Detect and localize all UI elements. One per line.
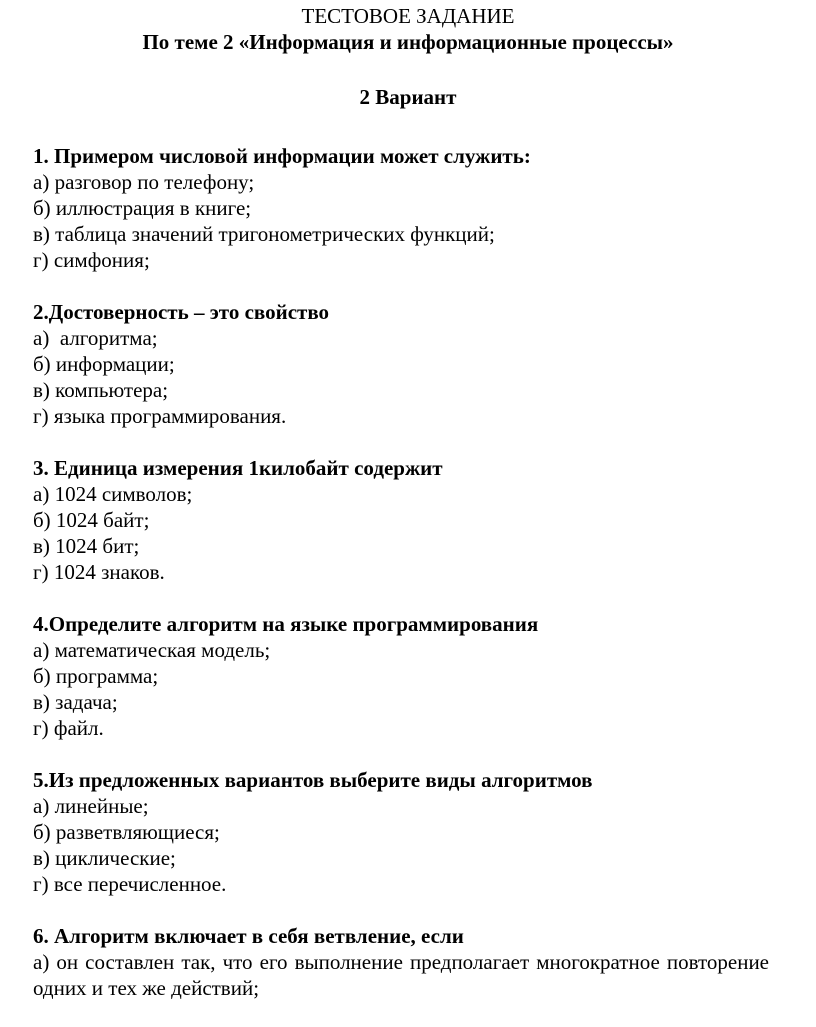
answer-option: г) языка программирования. [33, 404, 287, 428]
question-heading: 1. Примером числовой информации может служить: [33, 144, 531, 168]
answer-option: в) задача; [33, 690, 118, 714]
question-heading: 2.Достоверность – это свойство [33, 300, 330, 324]
answer-option: в) циклические; [33, 846, 176, 870]
question-4 [33, 611, 773, 741]
question-6 [33, 923, 773, 1001]
answer-option: а) он составлен так, что его выполнение предполагает многократное повторение одних и тех же действий; [33, 950, 769, 1000]
answer-option: г) файл. [33, 716, 104, 740]
answer-option: г) 1024 знаков. [33, 560, 165, 584]
variant-label: 2 Вариант [359, 85, 457, 109]
question-3 [33, 455, 773, 585]
question-1 [33, 143, 773, 273]
answer-option: в) таблица значений тригонометрических функций; [33, 222, 495, 246]
answer-option: а) 1024 символов; [33, 482, 193, 506]
answer-option: а) алгоритма; [33, 326, 158, 350]
question-heading: 6. Алгоритм включает в себя ветвление, если [33, 924, 464, 948]
question-list [33, 143, 773, 1027]
question-5 [33, 767, 773, 897]
answer-option: в) компьютера; [33, 378, 169, 402]
question-heading: 4.Определите алгоритм на языке программирования [33, 612, 539, 636]
answer-option: г) симфония; [33, 248, 150, 272]
question-heading: 5.Из предложенных вариантов выберите виды алгоритмов [33, 768, 593, 792]
answer-option: г) все перечисленное. [33, 872, 227, 896]
answer-option: б) иллюстрация в книге; [33, 196, 252, 220]
answer-option: а) математическая модель; [33, 638, 271, 662]
answer-option: а) разговор по телефону; [33, 170, 255, 194]
answer-option: б) программа; [33, 664, 159, 688]
answer-option: б) разветвляющиеся; [33, 820, 220, 844]
document-title: ТЕСТОВОЕ ЗАДАНИЕ [301, 4, 515, 28]
question-2 [33, 299, 773, 429]
answer-option: б) информации; [33, 352, 175, 376]
question-heading: 3. Единица измерения 1килобайт содержит [33, 456, 443, 480]
answer-option: в) 1024 бит; [33, 534, 140, 558]
answer-option: б) 1024 байт; [33, 508, 150, 532]
document-subtitle: По теме 2 «Информация и информационные процессы» [142, 30, 674, 54]
answer-option: а) линейные; [33, 794, 149, 818]
